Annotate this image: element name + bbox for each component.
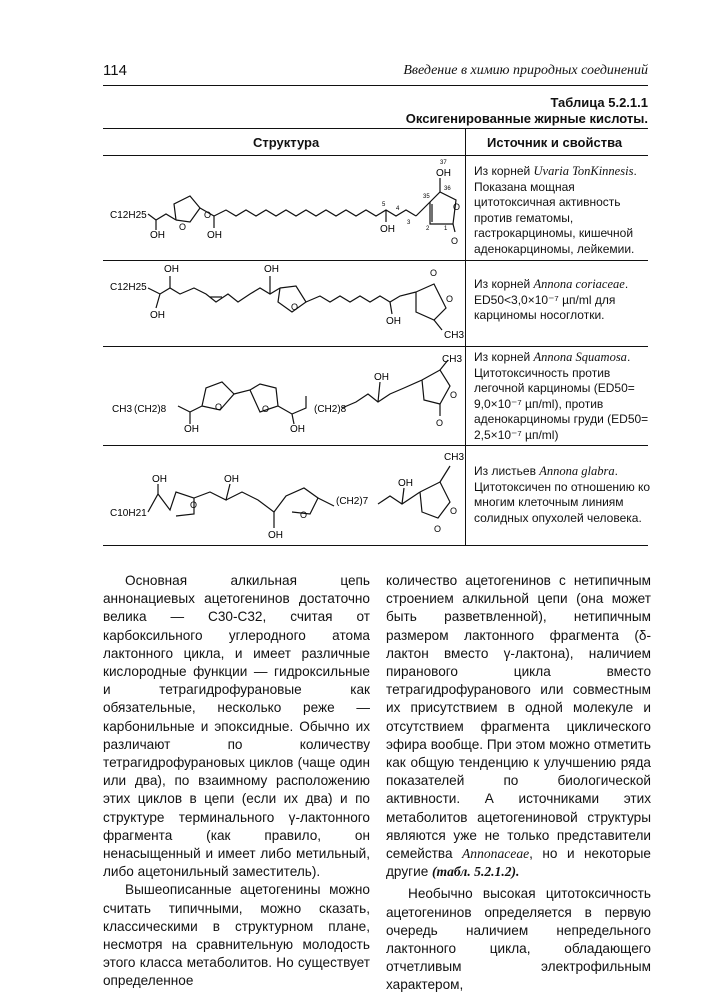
svg-text:O: O	[436, 418, 444, 428]
svg-text:O: O	[451, 236, 459, 246]
structure-3-diagram	[110, 350, 462, 442]
svg-text:35: 35	[423, 194, 430, 200]
table-bottom-rule	[103, 545, 648, 546]
svg-text:O: O	[204, 210, 212, 220]
svg-text:O: O	[179, 222, 187, 232]
svg-text:O: O	[446, 294, 454, 304]
header-rule	[103, 85, 648, 86]
table-header-rule	[103, 155, 648, 156]
table-caption-title: Оксигенированные жирные кислоты.	[405, 111, 648, 126]
svg-text:36: 36	[444, 186, 451, 192]
svg-text:C12H25: C12H25	[110, 282, 147, 293]
svg-text:OH: OH	[224, 474, 239, 485]
row-2-source: Из корней Annona coriaceae. ED50<3,0×10⁻⁷ µп/ml для карциномы носоглотки.	[474, 277, 629, 323]
row-divider-3	[103, 445, 648, 446]
svg-text:O: O	[291, 302, 299, 312]
svg-text:C12H25: C12H25	[110, 210, 147, 221]
structure-4-diagram	[110, 448, 465, 544]
svg-text:(CH2)8: (CH2)8	[134, 404, 167, 415]
svg-text:1: 1	[444, 226, 448, 232]
svg-text:OH: OH	[386, 316, 401, 327]
paragraph: Вышеописанные ацетогенины можно считать типичными, можно сказать, классическими в структурном плане, несмотря на сравнительную молодость этого класса метаболитов. Но существует определенное	[103, 882, 370, 989]
svg-text:OH: OH	[164, 264, 179, 275]
svg-text:CH3: CH3	[444, 452, 465, 463]
svg-text:O: O	[434, 524, 442, 534]
structure-2-diagram	[110, 262, 465, 344]
row-divider-2	[103, 346, 648, 347]
table-top-rule	[103, 128, 648, 129]
svg-text:(CH2)8: (CH2)8	[314, 404, 347, 415]
svg-text:37: 37	[440, 160, 447, 166]
svg-text:O: O	[215, 402, 223, 412]
paragraph: Необычно высокая цитотоксичность ацетогенинов определяется в первую очередь наличием непредельного лактонного цикла, обладающего отчетливым электрофильным характером,	[386, 886, 651, 993]
svg-text:OH: OH	[290, 424, 305, 435]
body-right-column	[386, 572, 651, 995]
paragraph: количество ацетогенинов с нетипичным строением алкильной цепи (она может быть разветвленной), нетипичным размером лактонного фрагмента (δ-лактон вместо γ-лактона), наличием пиранового цикла вместо тетрагидрофуранового или совместным их присутствием в одной молекуле и отсутствием фрагмента циклического эфира вообще. При этом можно отметить как общую тенденцию к улучшению ряда показателей по биологической активности. А источниками этих метаболитов ацетогениновой структуры являются уже не только представители семейства Annonaceae, но и некоторые другие (табл. 5.2.1.2).	[386, 573, 651, 880]
svg-text:CH3: CH3	[112, 404, 133, 415]
row-3-source: Из корней Annona Squamosa. Цитотоксичность против легочной карциномы (ED50= 9,0×10⁻⁷ µп/ml), против аденокарциномы груди (ED50= 2,5×10⁻⁷ µп/ml)	[474, 350, 649, 442]
svg-text:OH: OH	[264, 264, 279, 275]
book-title: Введение в химию природных соединений	[403, 63, 648, 78]
svg-text:(CH2)7: (CH2)7	[336, 496, 369, 507]
row-4-source: Из листьев Annona glabra. Цитотоксичен по отношению ко многим клеточным линиям солидных опухолей человека.	[474, 464, 651, 525]
column-header-structure: Структура	[253, 135, 320, 150]
svg-text:C10H21: C10H21	[110, 508, 147, 519]
svg-text:CH3: CH3	[442, 354, 463, 365]
svg-text:OH: OH	[380, 224, 395, 235]
svg-text:O: O	[453, 202, 461, 212]
table-caption-number: Таблица 5.2.1.1	[550, 95, 648, 110]
svg-text:OH: OH	[184, 424, 199, 435]
svg-text:O: O	[300, 510, 308, 520]
running-head	[103, 62, 648, 84]
svg-text:5: 5	[382, 202, 386, 208]
paragraph: Основная алкильная цепь аннонациевых ацетогенинов достаточно велика — C30-C32, считая от карбоксильного углеродного атома лактонного цикла, и имеет различные кислородные функции — гидроксильные и тетрагидрофурановые как обязательные, несколько реже — карбонильные и эпоксидные. Обычно их различают по количеству тетрагидрофурановых циклов (чаще один или два), по взаимному расположению этих циклов в цепи (если их два) и по структуре терминального γ-лактонного фрагмента (как правило, он ненасыщенный и имеет либо метильный, либо ацетонильный заместитель).	[103, 573, 370, 880]
row-1-source: Из корней Uvaria TonKinnesis. Показана мощная цитотоксичная активность против гематомы, гастрокарциномы, кишечной аденокарциномы, лейкемии.	[474, 164, 637, 256]
svg-text:OH: OH	[150, 230, 165, 241]
body-left-column	[103, 572, 370, 991]
svg-text:OH: OH	[152, 474, 167, 485]
svg-text:3: 3	[407, 220, 411, 226]
svg-text:CH3: CH3	[444, 330, 465, 341]
svg-text:OH: OH	[436, 168, 451, 179]
species-name: Annona glabra	[539, 464, 615, 478]
svg-text:O: O	[430, 268, 438, 278]
svg-text:O: O	[450, 506, 458, 516]
species-name: Uvaria TonKinnesis	[533, 164, 634, 178]
svg-text:OH: OH	[150, 310, 165, 321]
page-number: 114	[103, 62, 127, 79]
species-name: Annona Squamosa	[533, 350, 627, 364]
svg-text:OH: OH	[268, 530, 283, 541]
column-header-source: Источник и свойства	[487, 135, 623, 150]
svg-text:O: O	[262, 404, 270, 414]
svg-text:OH: OH	[398, 478, 413, 489]
svg-text:O: O	[450, 390, 458, 400]
svg-text:4: 4	[396, 206, 400, 212]
row-divider-1	[103, 260, 648, 261]
svg-text:O: O	[190, 500, 198, 510]
svg-text:2: 2	[426, 226, 430, 232]
svg-text:OH: OH	[207, 230, 222, 241]
species-name: Annona coriaceae	[533, 277, 625, 291]
table-column-divider	[465, 128, 466, 545]
structure-1-diagram	[110, 158, 462, 258]
svg-text:OH: OH	[374, 372, 389, 383]
